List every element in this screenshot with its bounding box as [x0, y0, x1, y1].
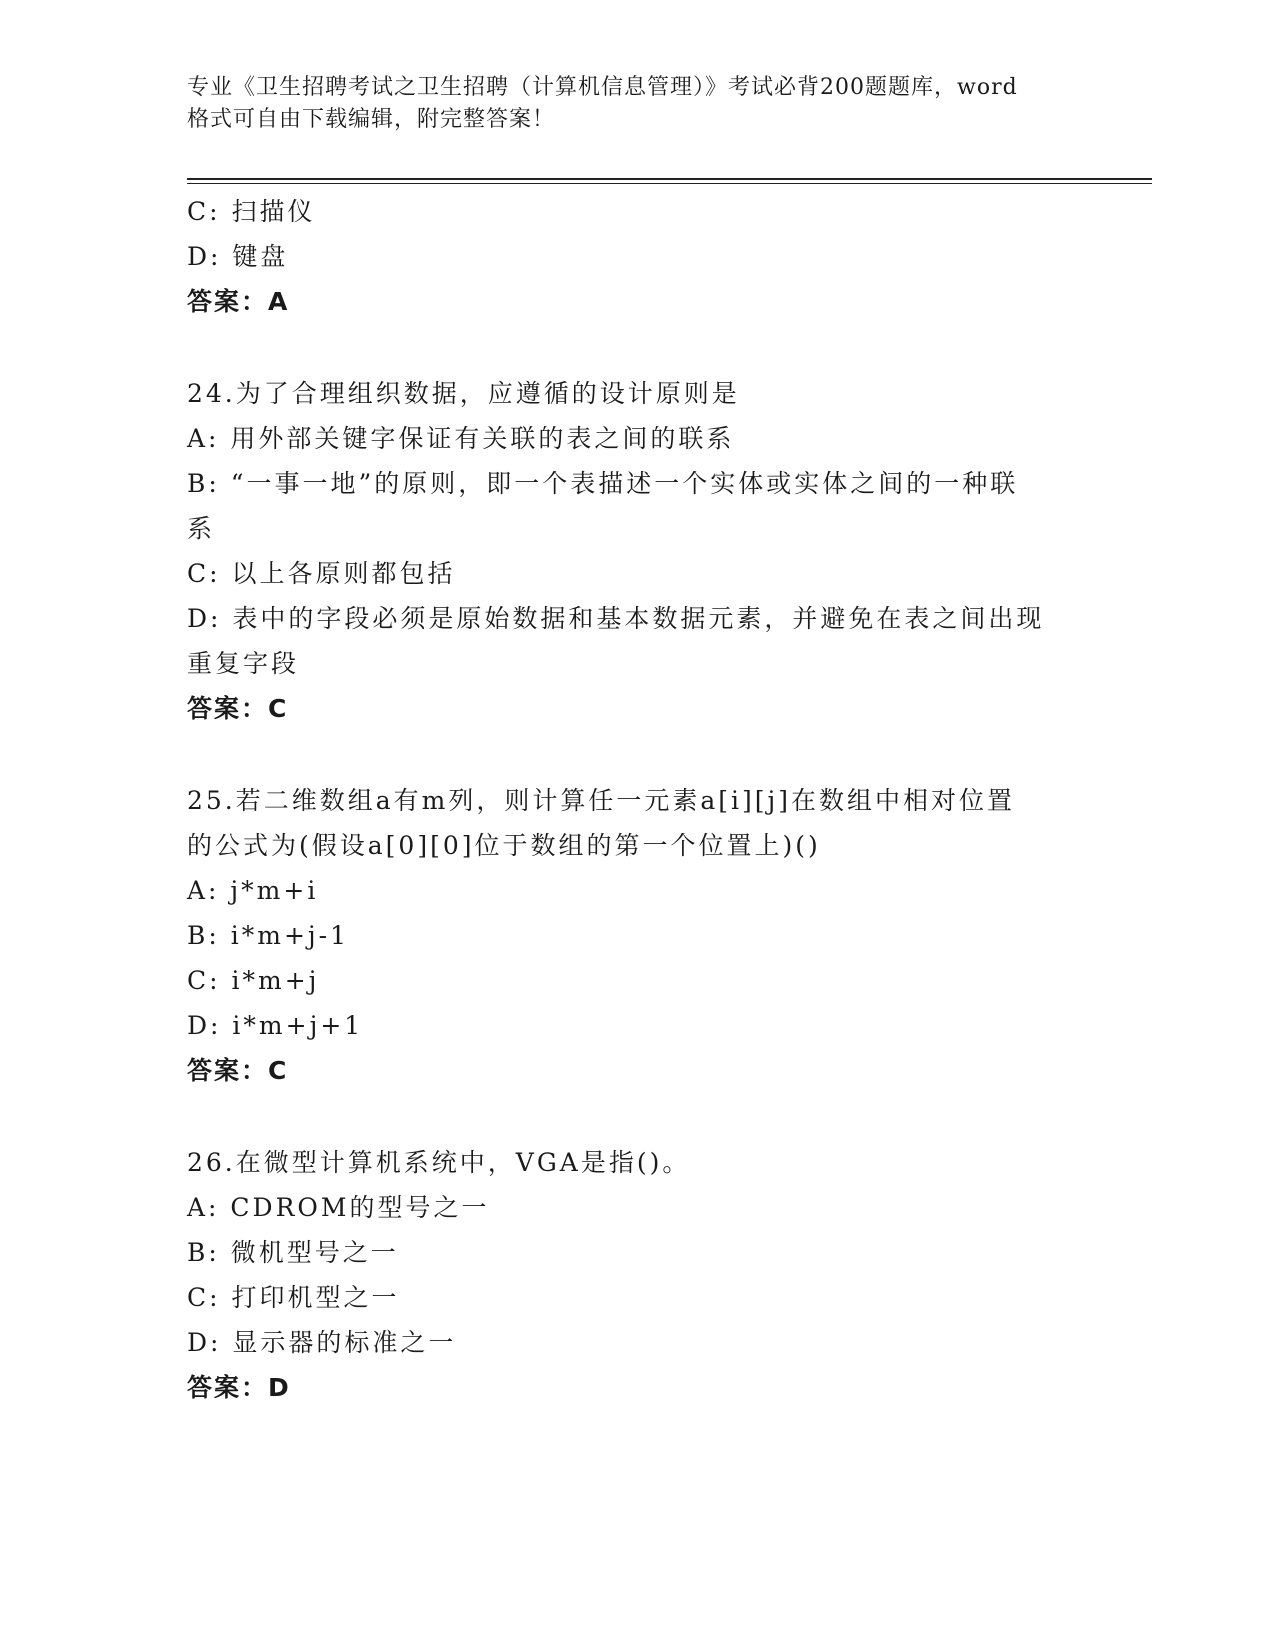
header-divider-thin — [187, 183, 1152, 184]
option-d: D: 表中的字段必须是原始数据和基本数据元素，并避免在表之间出现 — [187, 604, 1045, 633]
option-b: B: i*m+j-1 — [187, 921, 349, 950]
header-line-2: 格式可自由下载编辑，附完整答案！ — [187, 107, 556, 132]
option-b: B: 微机型号之一 — [187, 1238, 399, 1267]
spacer — [187, 731, 1087, 778]
document-header — [187, 72, 1087, 136]
question-text: 24.为了合理组织数据，应遵循的设计原则是 — [187, 379, 740, 408]
option-a: A: 用外部关键字保证有关联的表之间的联系 — [187, 424, 735, 453]
option-b-continued: 系 — [187, 514, 216, 543]
answer-line: 答案：C — [187, 694, 289, 723]
answer-line: 答案：A — [187, 287, 290, 316]
spacer — [187, 1093, 1087, 1140]
option-c: C: 打印机型之一 — [187, 1283, 400, 1312]
header-line-1: 专业《卫生招聘考试之卫生招聘（计算机信息管理）》考试必背200题题库，word — [187, 75, 1018, 100]
answer-line: 答案：D — [187, 1373, 291, 1402]
option-a: A: CDROM的型号之一 — [187, 1193, 490, 1222]
option-d: D: 键盘 — [187, 242, 289, 271]
option-c: C: 以上各原则都包括 — [187, 559, 456, 588]
header-divider-thick — [187, 178, 1152, 180]
spacer — [187, 324, 1087, 371]
answer-line: 答案：C — [187, 1056, 289, 1085]
question-block-24 — [187, 371, 1087, 731]
option-c: C: 扫描仪 — [187, 197, 316, 226]
option-a: A: j*m+i — [187, 876, 319, 905]
question-text: 25.若二维数组a有m列，则计算任一元素a[i][j]在数组中相对位置 — [187, 786, 1016, 815]
option-b: B: “一事一地”的原则，即一个表描述一个实体或实体之间的一种联 — [187, 469, 1019, 498]
question-text-continued: 的公式为(假设a[0][0]位于数组的第一个位置上)() — [187, 831, 821, 860]
option-d: D: 显示器的标准之一 — [187, 1328, 457, 1357]
document-body — [187, 189, 1087, 1410]
option-d-continued: 重复字段 — [187, 649, 300, 678]
question-block-25 — [187, 778, 1087, 1093]
question-text: 26.在微型计算机系统中，VGA是指()。 — [187, 1148, 691, 1177]
question-block-26 — [187, 1140, 1087, 1410]
option-c: C: i*m+j — [187, 966, 320, 995]
option-d: D: i*m+j+1 — [187, 1011, 364, 1040]
question-block-prev — [187, 189, 1087, 324]
